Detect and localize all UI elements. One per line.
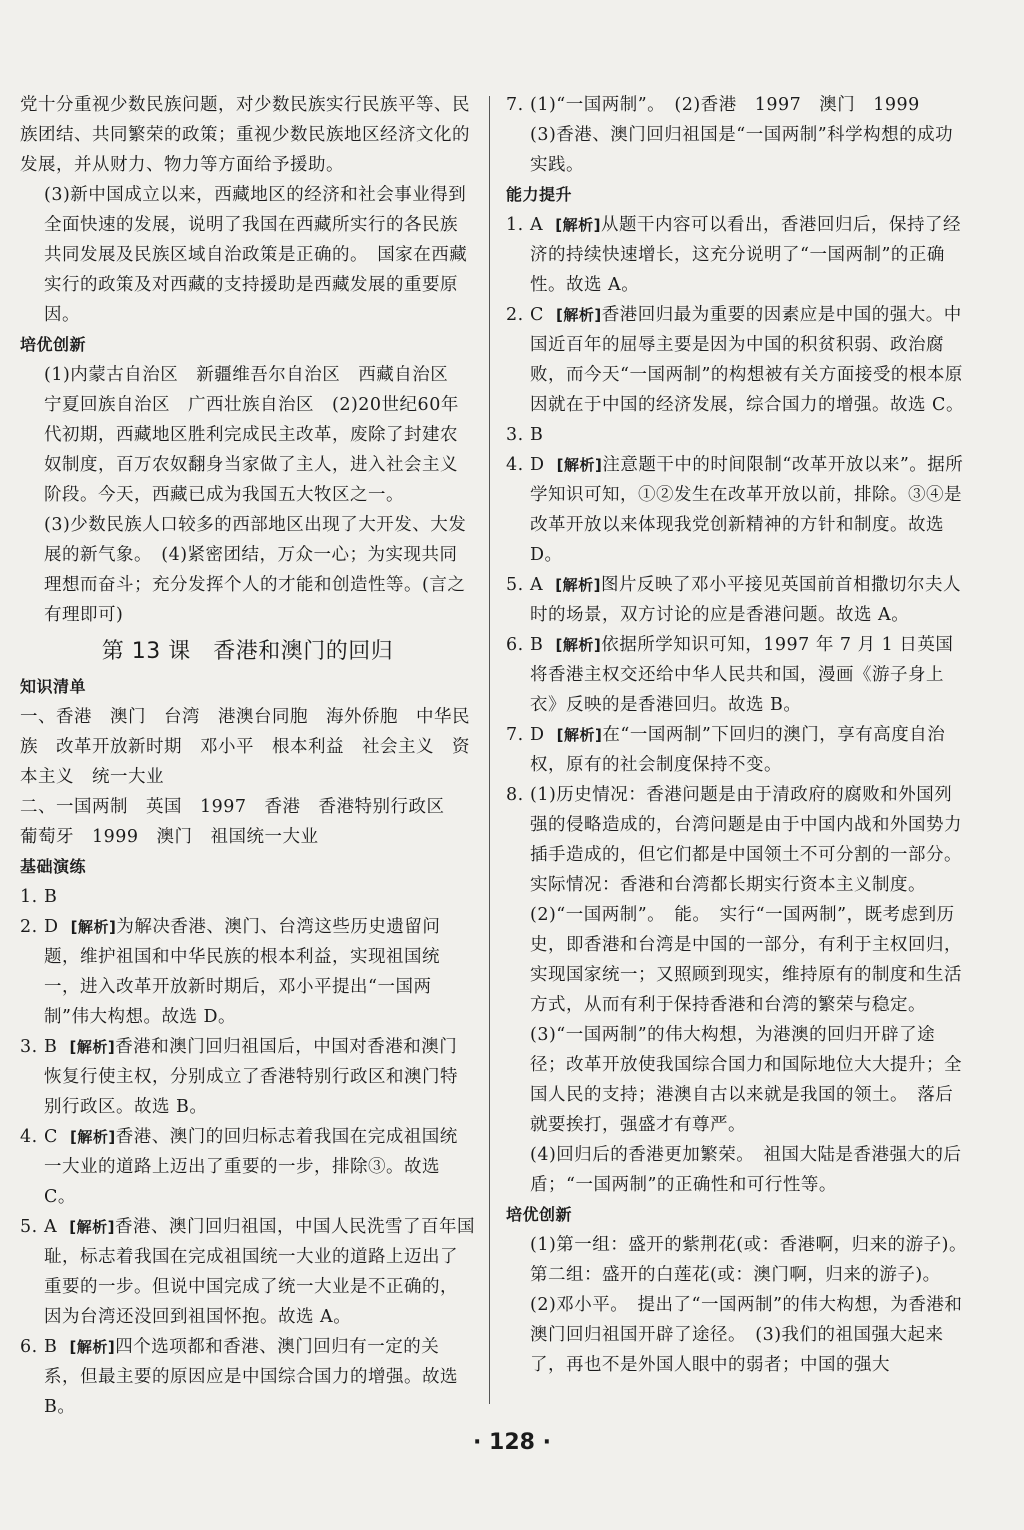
answer-7-part3: (3)香港、澳门回归祖国是“一国两制”科学构想的成功实践。 — [530, 125, 954, 175]
answer-item: 4. D [解析]注意题干中的时间限制“改革开放以来”。据所学知识可知，①②发生在改革开放以前，排除。③④是改革开放以来体现我党创新精神的方针和制度。故选 D。 — [506, 455, 964, 565]
right-column — [506, 90, 972, 1415]
left-column — [20, 90, 475, 1415]
knowledge-list-2: 二、一国两制 英国 1997 香港 香港特别行政区 葡萄牙 1999 澳门 祖国统一大业 — [20, 797, 463, 847]
answer-item: 3. B [解析]香港和澳门回归祖国后，中国对香港和澳门恢复行使主权，分别成立了香港特别行政区和澳门特别行政区。故选 B。 — [20, 1037, 458, 1117]
peiyou-answer-1: (1)内蒙古自治区 新疆维吾尔自治区 西藏自治区 宁夏回族自治区 广西壮族自治区 (2)20世纪60年代初期，西藏地区胜利完成民主改革，废除了封建农奴制度，百万农奴翻身当家做了主人，进入社会主义阶段。今天，西藏已成为我国五大牧区之一。 — [44, 365, 467, 505]
answer-item-8: 8. (1)历史情况：香港问题是由于清政府的腐败和外国列强的侵略造成的，台湾问题是由于中国内战和外国势力插手造成的，但它们都是中国领土不可分割的一部分。 实际情况：香港和台湾都长期实行资本主义制度。 (2)“一国两制”。 能。 实行“一国两制”，既考虑到历史，即香港和台湾是中国的一部分，有利于主权回归，实现国家统一；又照顾到现实，维持原有的制度和生活方式，从而有利于保持香港和台湾的繁荣与稳定。 (3)“一国两制”的伟大构想，为港澳的回归开辟了途径；改革开放使我国综合国力和国际地位大大提升；全国人民的支持；港澳自古以来就是我国的领土。 落后就要挨打，强盛才有尊严。 — [506, 785, 972, 1135]
page-number: · 128 · — [473, 1430, 551, 1455]
analysis-tag: [解析] — [556, 306, 602, 324]
analysis-tag: [解析] — [556, 456, 603, 474]
answer-item: 2. D [解析]为解决香港、澳门、台湾这些历史遗留问题，维护祖国和中华民族的根本利益，实现祖国统一，进入改革开放新时期后，邓小平提出“一国两制”伟大构想。故选 D。 — [20, 917, 441, 1027]
analysis-tag: [解析] — [555, 576, 601, 594]
section-heading-peiyou: 培优创新 — [20, 335, 87, 354]
continued-paragraph-1: 党十分重视少数民族问题，对少数民族实行民族平等、民族团结、共同繁荣的政策；重视少数民族地区经济文化的发展，并从财力、物力等方面给予援助。 — [20, 95, 470, 175]
section-heading-peiyou-2: 培优创新 — [506, 1205, 573, 1224]
peiyou2-answer-1: (1)第一组：盛开的紫荆花(或：香港啊，归来的游子)。第二组：盛开的白莲花(或：澳门啊，归来的游子)。 — [530, 1235, 967, 1285]
peiyou-answer-2: (3)少数民族人口较多的西部地区出现了大开发、大发展的新气象。 (4)紧密团结，万众一心；为实现共同理想而奋斗；充分发挥个人的才能和创造性等。(言之有理即可) — [44, 515, 467, 625]
analysis-tag: [解析] — [556, 726, 603, 744]
peiyou2-answer-2: (2)邓小平。 提出了“一国两制”的伟大构想，为香港和澳门回归祖国开辟了途径。 (3)我们的祖国强大起来了，再也不是外国人眼中的弱者；中国的强大 — [530, 1295, 963, 1375]
analysis-tag: [解析] — [70, 918, 117, 936]
analysis-tag: [解析] — [555, 216, 601, 234]
analysis-tag: [解析] — [70, 1128, 116, 1146]
analysis-tag: [解析] — [69, 1338, 116, 1356]
section-heading-jichu: 基础演练 — [20, 857, 87, 876]
answer-8-part4: (4)回归后的香港更加繁荣。 祖国大陆是香港强大的后盾；“一国两制”的正确性和可行性等。 — [530, 1145, 962, 1195]
answer-item: 7. D [解析]在“一国两制”下回归的澳门，享有高度自治权，原有的社会制度保持不变。 — [506, 725, 946, 775]
column-divider — [489, 96, 490, 1404]
answer-item-7-top: 7. (1)“一国两制”。 (2)香港 1997 澳门 1999 — [506, 95, 920, 115]
section-heading-zhishi: 知识清单 — [20, 677, 87, 696]
knowledge-list-1: 一、香港 澳门 台湾 港澳台同胞 海外侨胞 中华民族 改革开放新时期 邓小平 根本利益 社会主义 资本主义 统一大业 — [20, 707, 470, 787]
analysis-tag: [解析] — [69, 1218, 115, 1236]
answer-item: 6. B [解析]依据所学知识可知，1997 年 7 月 1 日英国将香港主权交还给中华人民共和国，漫画《游子身上衣》反映的是香港回归。故选 B。 — [506, 635, 954, 715]
answer-item: 5. A [解析]香港、澳门回归祖国，中国人民洗雪了百年国耻，标志着我国在完成祖国统一大业的道路上迈出了重要的一步。但说中国完成了统一大业是不正确的，因为台湾还没回到祖国怀抱。故选 A。 — [20, 1217, 475, 1327]
answer-item: 4. C [解析]香港、澳门的回归标志着我国在完成祖国统一大业的道路上迈出了重要的一步，排除③。故选 C。 — [20, 1127, 458, 1207]
answer-item: 5. A [解析]图片反映了邓小平接见英国前首相撒切尔夫人时的场景，双方讨论的应是香港问题。故选 A。 — [506, 575, 961, 625]
answer-item: 1. B — [20, 887, 58, 907]
answer-item: 3. B — [506, 425, 544, 445]
ability-answers-list — [506, 210, 972, 1200]
analysis-tag: [解析] — [555, 636, 602, 654]
answer-item: 6. B [解析]四个选项都和香港、澳门回归有一定的关系，但最主要的原因应是中国综合国力的增强。故选 B。 — [20, 1337, 458, 1417]
analysis-tag: [解析] — [69, 1038, 116, 1056]
continued-paragraph-2: (3)新中国成立以来，西藏地区的经济和社会事业得到全面快速的发展，说明了我国在西藏所实行的各民族共同发展及民族区域自治政策是正确的。 国家在西藏实行的政策及对西藏的支持援助是西藏发展的重要原因。 — [44, 185, 468, 325]
answer-item: 2. C [解析]香港回归最为重要的因素应是中国的强大。中国近百年的屈辱主要是因为中国的积贫积弱、政治腐败，而今天“一国两制”的构想被有关方面接受的根本原因就在于中国的经济发展，综合国力的增强。故选 C。 — [506, 305, 964, 415]
answer-item: 1. A [解析]从题干内容可以看出，香港回归后，保持了经济的持续快速增长，这充分说明了“一国两制”的正确性。故选 A。 — [506, 215, 961, 295]
lesson-title: 第 13 课 香港和澳门的回归 — [101, 639, 394, 664]
basic-answers-list — [20, 882, 475, 1422]
section-heading-nengli: 能力提升 — [506, 185, 573, 204]
